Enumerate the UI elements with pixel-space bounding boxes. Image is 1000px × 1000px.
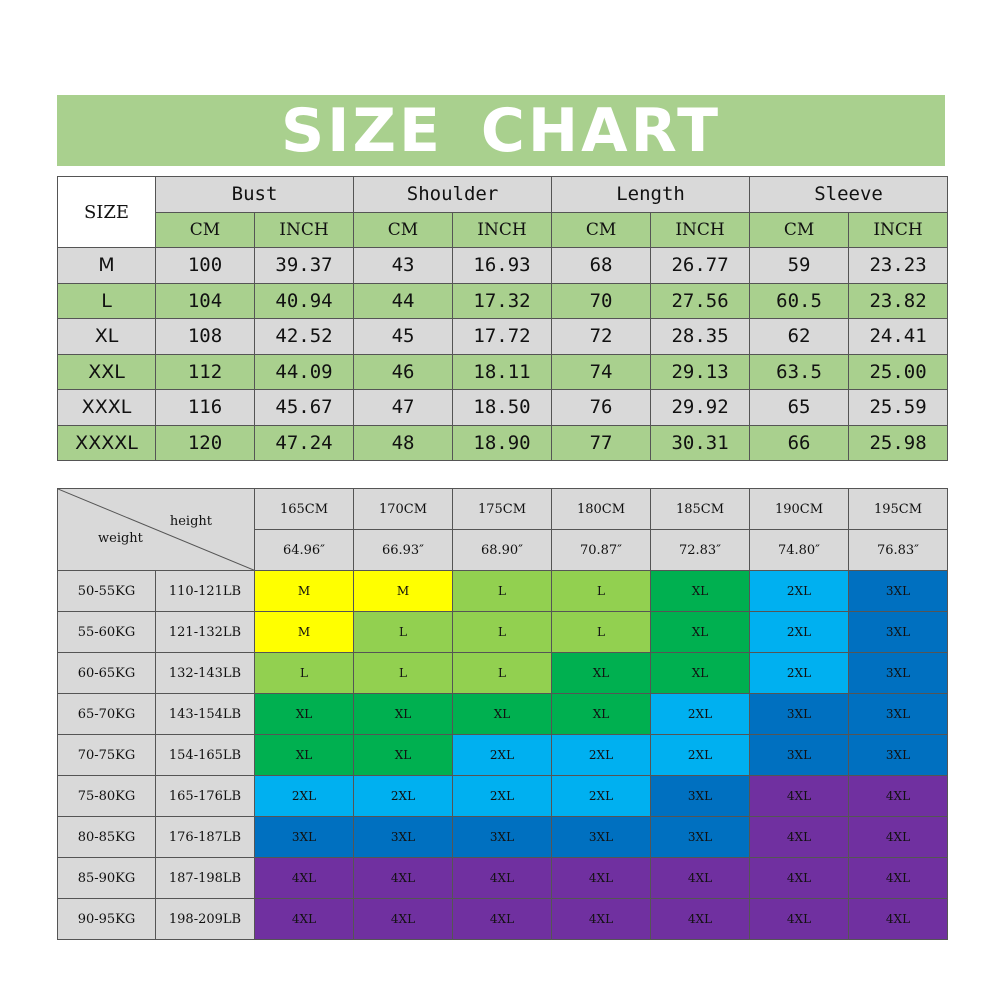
recommended-size-cell: 4XL: [552, 858, 651, 899]
measurement-cell: 17.72: [453, 319, 552, 355]
recommended-size-cell: 3XL: [750, 694, 849, 735]
recommended-size-cell: L: [552, 571, 651, 612]
recommended-size-cell: 4XL: [354, 899, 453, 940]
height-cm-header: 165CM: [255, 489, 354, 530]
recommended-size-cell: XL: [255, 694, 354, 735]
recommended-size-cell: XL: [651, 653, 750, 694]
unit-header: CM: [552, 212, 651, 248]
recommended-size-cell: 4XL: [750, 776, 849, 817]
recommended-size-cell: L: [453, 571, 552, 612]
recommended-size-cell: 3XL: [453, 817, 552, 858]
recommended-size-cell: 4XL: [552, 899, 651, 940]
size-chart-banner: [57, 95, 945, 166]
unit-header: INCH: [453, 212, 552, 248]
shoulder-header: Shoulder: [354, 177, 552, 213]
recommended-size-cell: XL: [651, 571, 750, 612]
size-cell: XL: [58, 319, 156, 355]
measurement-cell: 116: [156, 390, 255, 426]
weight-lb-cell: 143-154LB: [156, 694, 255, 735]
measurement-cell: 23.82: [849, 283, 948, 319]
measurement-cell: 47: [354, 390, 453, 426]
measurement-cell: 66: [750, 425, 849, 461]
recommended-size-cell: M: [255, 571, 354, 612]
measurement-cell: 45: [354, 319, 453, 355]
recommended-size-cell: XL: [552, 694, 651, 735]
measurement-cell: 112: [156, 354, 255, 390]
recommended-size-cell: XL: [255, 735, 354, 776]
measurement-row: [58, 390, 948, 426]
height-inch-header: 66.93″: [354, 530, 453, 571]
measurement-cell: 46: [354, 354, 453, 390]
recommended-size-cell: XL: [552, 653, 651, 694]
corner-diagonal: [58, 489, 255, 571]
recommended-size-cell: 4XL: [354, 858, 453, 899]
size-cell: XXL: [58, 354, 156, 390]
measurement-cell: 16.93: [453, 248, 552, 284]
height-inch-header: 70.87″: [552, 530, 651, 571]
recommended-size-cell: 2XL: [750, 653, 849, 694]
recommended-size-cell: L: [354, 653, 453, 694]
weight-kg-cell: 65-70KG: [58, 694, 156, 735]
height-cm-header: 180CM: [552, 489, 651, 530]
weight-lb-cell: 198-209LB: [156, 899, 255, 940]
size-cell: XXXL: [58, 390, 156, 426]
height-cm-header: 175CM: [453, 489, 552, 530]
recommended-size-cell: XL: [453, 694, 552, 735]
recommended-size-cell: 2XL: [651, 694, 750, 735]
recommended-size-cell: XL: [354, 694, 453, 735]
fit-row: [58, 817, 948, 858]
measurement-row: [58, 248, 948, 284]
bust-header: Bust: [156, 177, 354, 213]
measurement-cell: 120: [156, 425, 255, 461]
weight-label: weight: [98, 531, 143, 546]
measurement-cell: 76: [552, 390, 651, 426]
measurement-cell: 17.32: [453, 283, 552, 319]
size-cell: XXXXL: [58, 425, 156, 461]
measurement-cell: 74: [552, 354, 651, 390]
recommended-size-cell: 4XL: [849, 899, 948, 940]
measurement-row: [58, 425, 948, 461]
recommended-size-cell: 4XL: [849, 817, 948, 858]
measurement-cell: 108: [156, 319, 255, 355]
recommended-size-cell: 2XL: [552, 776, 651, 817]
recommended-size-cell: 4XL: [453, 899, 552, 940]
weight-lb-cell: 176-187LB: [156, 817, 255, 858]
recommended-size-cell: 2XL: [255, 776, 354, 817]
measurement-cell: 70: [552, 283, 651, 319]
weight-kg-cell: 70-75KG: [58, 735, 156, 776]
height-cm-header: 170CM: [354, 489, 453, 530]
measurement-cell: 47.24: [255, 425, 354, 461]
measurement-cell: 24.41: [849, 319, 948, 355]
size-header: SIZE: [58, 177, 156, 248]
weight-lb-cell: 121-132LB: [156, 612, 255, 653]
height-inch-header: 76.83″: [849, 530, 948, 571]
recommended-size-cell: 3XL: [849, 612, 948, 653]
measurement-row: [58, 319, 948, 355]
length-header: Length: [552, 177, 750, 213]
recommended-size-cell: 4XL: [453, 858, 552, 899]
recommended-size-cell: 2XL: [354, 776, 453, 817]
measurement-cell: 18.90: [453, 425, 552, 461]
measurement-cell: 28.35: [651, 319, 750, 355]
fit-row: [58, 653, 948, 694]
measurement-cell: 30.31: [651, 425, 750, 461]
recommended-size-cell: 3XL: [651, 817, 750, 858]
measurement-cell: 59: [750, 248, 849, 284]
height-cm-header: 195CM: [849, 489, 948, 530]
banner-title: SIZE CHART: [280, 95, 722, 166]
height-weight-corner: [58, 489, 255, 571]
measurement-cell: 26.77: [651, 248, 750, 284]
measurement-cell: 65: [750, 390, 849, 426]
measurement-cell: 39.37: [255, 248, 354, 284]
recommended-size-cell: 4XL: [651, 858, 750, 899]
recommended-size-cell: L: [453, 653, 552, 694]
fit-row: [58, 858, 948, 899]
recommended-size-cell: L: [255, 653, 354, 694]
recommended-size-cell: 4XL: [849, 776, 948, 817]
measurement-cell: 23.23: [849, 248, 948, 284]
recommended-size-cell: 3XL: [849, 571, 948, 612]
recommended-size-cell: 3XL: [849, 653, 948, 694]
recommended-size-cell: 4XL: [255, 858, 354, 899]
weight-lb-cell: 132-143LB: [156, 653, 255, 694]
weight-kg-cell: 75-80KG: [58, 776, 156, 817]
weight-kg-cell: 50-55KG: [58, 571, 156, 612]
measurement-cell: 43: [354, 248, 453, 284]
measurement-cell: 18.11: [453, 354, 552, 390]
measurement-cell: 44.09: [255, 354, 354, 390]
measurement-table: [57, 176, 948, 461]
unit-header: CM: [750, 212, 849, 248]
fit-row: [58, 899, 948, 940]
recommended-size-cell: 3XL: [849, 694, 948, 735]
measurement-cell: 42.52: [255, 319, 354, 355]
recommended-size-cell: 3XL: [354, 817, 453, 858]
measurement-cell: 25.00: [849, 354, 948, 390]
recommended-size-cell: 3XL: [849, 735, 948, 776]
recommended-size-cell: 2XL: [453, 735, 552, 776]
height-label: height: [169, 514, 212, 529]
measurement-cell: 60.5: [750, 283, 849, 319]
weight-lb-cell: 187-198LB: [156, 858, 255, 899]
unit-header: INCH: [849, 212, 948, 248]
recommended-size-cell: 3XL: [750, 735, 849, 776]
recommended-size-cell: M: [354, 571, 453, 612]
measurement-cell: 29.92: [651, 390, 750, 426]
recommended-size-cell: L: [354, 612, 453, 653]
height-inch-header: 64.96″: [255, 530, 354, 571]
recommended-size-cell: 4XL: [750, 858, 849, 899]
measurement-cell: 25.98: [849, 425, 948, 461]
measurement-cell: 68: [552, 248, 651, 284]
recommended-size-cell: 4XL: [651, 899, 750, 940]
sleeve-header: Sleeve: [750, 177, 948, 213]
height-cm-header: 190CM: [750, 489, 849, 530]
recommended-size-cell: L: [453, 612, 552, 653]
weight-kg-cell: 55-60KG: [58, 612, 156, 653]
unit-header: INCH: [255, 212, 354, 248]
measurement-cell: 62: [750, 319, 849, 355]
weight-lb-cell: 110-121LB: [156, 571, 255, 612]
measurement-cell: 100: [156, 248, 255, 284]
recommended-size-cell: 4XL: [750, 899, 849, 940]
unit-header: CM: [354, 212, 453, 248]
measurement-cell: 104: [156, 283, 255, 319]
recommended-size-cell: XL: [354, 735, 453, 776]
fit-guide-table: [57, 488, 948, 940]
size-cell: M: [58, 248, 156, 284]
fit-row: [58, 776, 948, 817]
recommended-size-cell: 3XL: [552, 817, 651, 858]
measurement-cell: 40.94: [255, 283, 354, 319]
recommended-size-cell: 3XL: [651, 776, 750, 817]
height-inch-header: 68.90″: [453, 530, 552, 571]
measurement-cell: 63.5: [750, 354, 849, 390]
measurement-cell: 44: [354, 283, 453, 319]
weight-kg-cell: 85-90KG: [58, 858, 156, 899]
recommended-size-cell: 4XL: [255, 899, 354, 940]
height-inch-header: 72.83″: [651, 530, 750, 571]
fit-row: [58, 612, 948, 653]
recommended-size-cell: 2XL: [552, 735, 651, 776]
unit-header: CM: [156, 212, 255, 248]
recommended-size-cell: 3XL: [255, 817, 354, 858]
recommended-size-cell: 4XL: [750, 817, 849, 858]
recommended-size-cell: 2XL: [750, 612, 849, 653]
recommended-size-cell: 2XL: [651, 735, 750, 776]
fit-row: [58, 694, 948, 735]
weight-kg-cell: 60-65KG: [58, 653, 156, 694]
recommended-size-cell: 4XL: [849, 858, 948, 899]
weight-lb-cell: 154-165LB: [156, 735, 255, 776]
measurement-cell: 48: [354, 425, 453, 461]
fit-row: [58, 571, 948, 612]
weight-lb-cell: 165-176LB: [156, 776, 255, 817]
height-cm-header: 185CM: [651, 489, 750, 530]
measurement-cell: 29.13: [651, 354, 750, 390]
measurement-cell: 72: [552, 319, 651, 355]
measurement-cell: 27.56: [651, 283, 750, 319]
recommended-size-cell: M: [255, 612, 354, 653]
unit-header: INCH: [651, 212, 750, 248]
measurement-cell: 25.59: [849, 390, 948, 426]
measurement-cell: 45.67: [255, 390, 354, 426]
measurement-cell: 77: [552, 425, 651, 461]
measurement-cell: 18.50: [453, 390, 552, 426]
weight-kg-cell: 90-95KG: [58, 899, 156, 940]
recommended-size-cell: 2XL: [453, 776, 552, 817]
weight-kg-cell: 80-85KG: [58, 817, 156, 858]
recommended-size-cell: L: [552, 612, 651, 653]
size-cell: L: [58, 283, 156, 319]
height-inch-header: 74.80″: [750, 530, 849, 571]
measurement-row: [58, 283, 948, 319]
recommended-size-cell: XL: [651, 612, 750, 653]
fit-row: [58, 735, 948, 776]
measurement-row: [58, 354, 948, 390]
recommended-size-cell: 2XL: [750, 571, 849, 612]
